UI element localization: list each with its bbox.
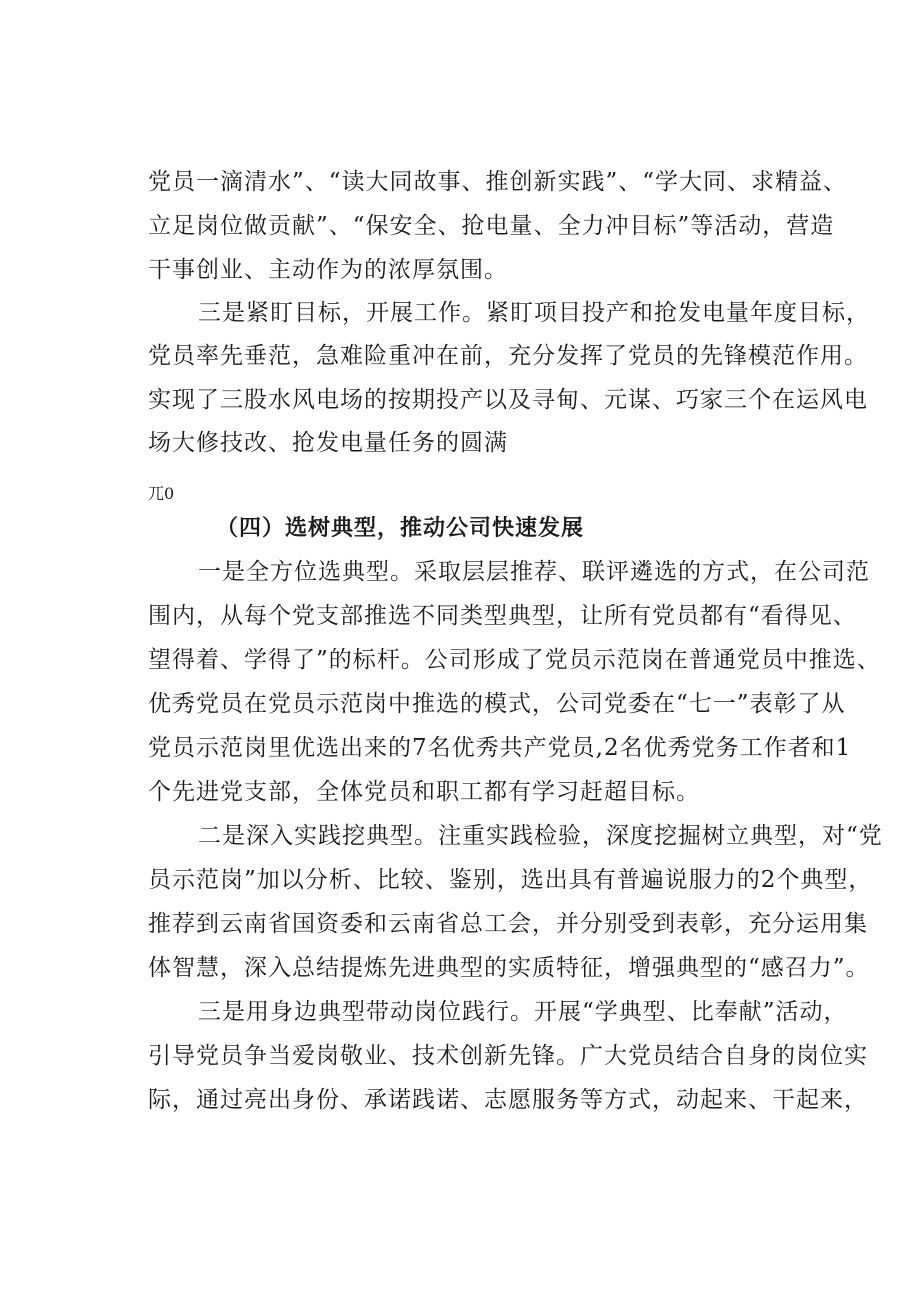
- body-text-line: 党员率先垂范，急难险重冲在前，充分发挥了党员的先锋模范作用。: [148, 343, 868, 369]
- body-text-line: 际，通过亮出身份、承诺践诺、志愿服务等方式，动起来、干起来，: [148, 1087, 868, 1113]
- body-text-line: 党员示范岗里优选出来的7名优秀共产党员,2名优秀党务工作者和1: [148, 735, 852, 761]
- body-text-line: 望得着、学得了”的标杆。公司形成了党员示范岗在普通党员中推选、: [148, 647, 881, 673]
- paragraph-start-line: 三是用身边典型带动岗位践行。开展“学典型、比奉献”活动，: [198, 999, 848, 1025]
- paragraph-start-line: 一是全方位选典型。采取层层推荐、联评遴选的方式，在公司范: [198, 559, 870, 585]
- body-text-line: 实现了三股水风电场的按期投产以及寻甸、元谋、巧家三个在运风电: [148, 387, 868, 413]
- paragraph-start-line: 三是紧盯目标，开展工作。紧盯项目投产和抢发电量年度目标，: [198, 300, 870, 326]
- body-text-line: 引导党员争当爱岗敬业、技术创新先锋。广大党员结合自身的岗位实: [148, 1043, 868, 1069]
- paragraph-start-line: 二是深入实践挖典型。注重实践检验，深度挖掘树立典型，对“党: [198, 823, 883, 849]
- body-text-line: 优秀党员在党员示范岗中推选的模式，公司党委在“七一”表彰了从: [148, 691, 846, 717]
- body-text-line: 推荐到云南省国资委和云南省总工会，并分别受到表彰，充分运用集: [148, 911, 868, 937]
- section-heading: （四）选树典型，推动公司快速发展: [216, 516, 585, 541]
- body-text-line: 党员一滴清水”、“读大同故事、推创新实践”、“学大同、求精益、: [148, 169, 848, 195]
- body-text-line: 围内，从每个党支部推选不同类型典型，让所有党员都有“看得见、: [148, 603, 857, 629]
- body-text-line: 体智慧，深入总结提炼先进典型的实质特征，增强典型的“感召力”。: [148, 955, 870, 981]
- body-text-line: 场大修技改、抢发电量任务的圆满: [148, 430, 508, 456]
- body-text-line: 干事创业、主动作为的浓厚氛围。: [148, 257, 508, 283]
- body-text-line: 个先进党支部，全体党员和职工都有学习赶超目标。: [148, 779, 700, 805]
- body-text-fragment: 兀0: [148, 484, 175, 503]
- body-text-line: 立足岗位做贡献”、“保安全、抢电量、全力冲目标”等活动，营造: [148, 213, 835, 239]
- body-text-line: 员示范岗”加以分析、比较、鉴别，选出具有普遍说服力的2个典型，: [148, 867, 873, 893]
